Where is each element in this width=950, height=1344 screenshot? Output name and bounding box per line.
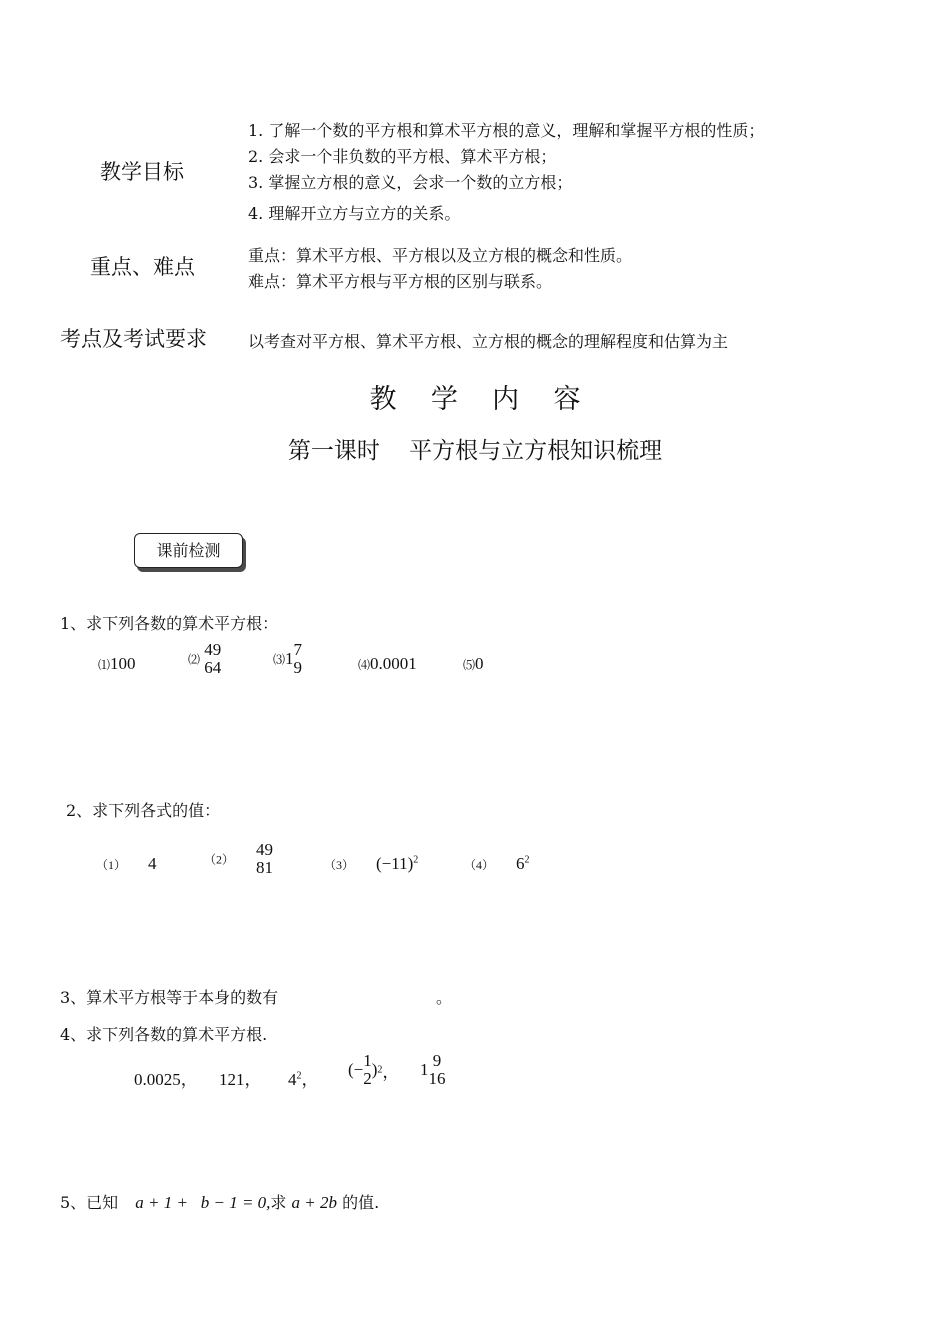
q3-stem: 3、算术平方根等于本身的数有: [60, 988, 279, 1007]
objective-item-1: 1. 了解一个数的平方根和算术平方根的意义，理解和掌握平方根的性质；: [248, 121, 765, 140]
q4-stem: 4、求下列各数的算术平方根.: [60, 1025, 268, 1044]
q2-stem: 2、求下列各式的值：: [66, 801, 221, 820]
q2-item-4: （4） $6^2$: [464, 854, 530, 873]
q1-item-1: ⑴100: [98, 654, 136, 673]
objective-item-3: 3. 掌握立方根的意义，会求一个数的立方根；: [248, 173, 573, 192]
q1-item-3: ⑶1 7 9: [273, 640, 303, 677]
keypoint-difficulty: 难点：算术平方根与平方根的区别与联系。: [248, 272, 553, 291]
q1-item-4: ⑷0.0001: [358, 654, 417, 673]
keypoints-label: 重点、难点: [90, 255, 195, 279]
q2-item-2: （2） 49 81: [204, 840, 274, 877]
q4-value-e: 1 9 16: [420, 1051, 446, 1088]
exam-text: 以考查对平方根、算术平方根、立方根的概念的理解程度和估算为主: [248, 332, 729, 351]
q1-stem: 1、求下列各数的算术平方根：: [60, 614, 279, 633]
q4-value-a: 0.0025，: [134, 1070, 198, 1089]
q2-item-3: （3） $(-11)^2$: [324, 854, 419, 873]
q2-item-1: （1） 4: [96, 854, 157, 873]
q5-suffix: 的值.: [342, 1193, 380, 1212]
q3-end: 。: [436, 988, 453, 1007]
page-subtitle: 第一课时 平方根与立方根知识梳理: [287, 438, 663, 464]
page-title: 教 学 内 容: [369, 384, 581, 415]
keypoint-focus: 重点：算术平方根、平方根以及立方根的概念和性质。: [248, 246, 633, 265]
q4-value-c: $4^2$，: [288, 1070, 319, 1089]
q4-value-d: (− 1 2 )2，: [348, 1051, 400, 1088]
fraction: 1 2: [363, 1051, 372, 1088]
q5-line: [60, 1190, 379, 1213]
q1-item-5: ⑸0: [463, 654, 484, 673]
objectives-label: 教学目标: [100, 160, 184, 184]
q5-prefix: 5、已知: [60, 1193, 119, 1212]
objective-item-4: 4. 理解开立方与立方的关系。: [248, 204, 461, 223]
q5-equation: a + 1 + b − 1 = 0,: [135, 1193, 271, 1212]
pre-class-check-badge: 课前检测: [134, 533, 243, 568]
q5-mid: 求: [270, 1193, 287, 1212]
exam-label: 考点及考试要求: [60, 327, 207, 351]
q4-value-b: 121，: [219, 1070, 262, 1089]
fraction: 49 81: [256, 840, 274, 877]
fraction: 49 64: [204, 640, 222, 677]
objective-item-2: 2. 会求一个非负数的平方根、算术平方根；: [248, 147, 557, 166]
q1-item-2: ⑵ 49 64: [188, 640, 222, 677]
q5-expression: a + 2b: [291, 1193, 338, 1212]
fraction: 9 16: [428, 1051, 446, 1088]
fraction: 7 9: [293, 640, 303, 677]
